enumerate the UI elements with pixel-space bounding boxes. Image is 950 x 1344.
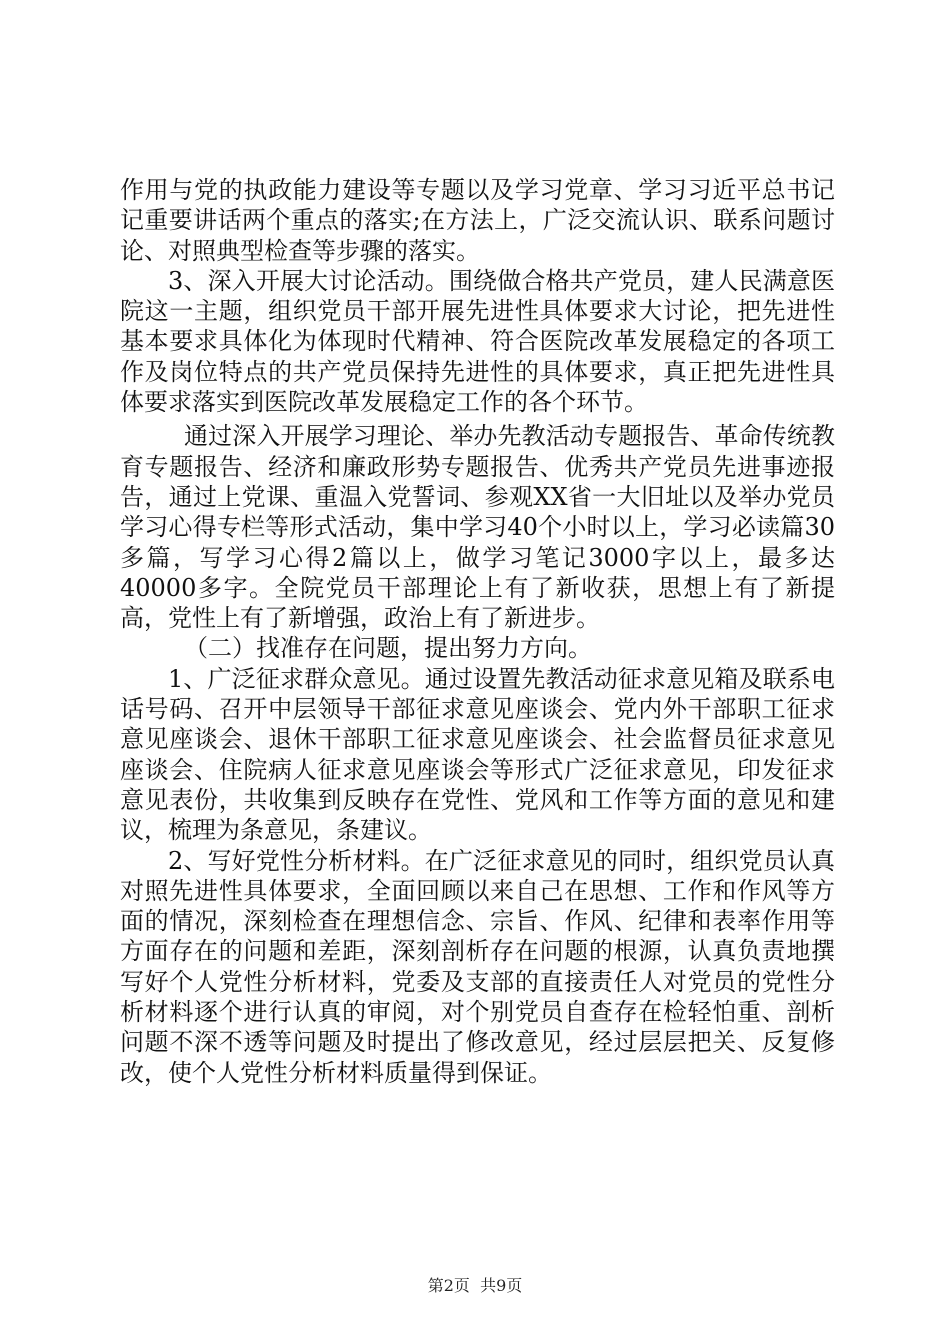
- section-heading-problems: （二）找准存在问题，提出努力方向。: [184, 634, 592, 663]
- document-body: [120, 175, 835, 1088]
- paragraph-discussion: 3、深入开展大讨论活动。围绕做合格共产党员，建人民满意医院这一主题，组织党员干部开展先进性具体要求大讨论，把先进性基本要求具体化为体现时代精神、符合医院改革发展稳定的各项工作及岗位特点的共产党员保持先进性的具体要求，真正把先进性具体要求落实到医院改革发展稳定工作的各个环节。: [120, 266, 835, 417]
- paragraph-study-results: 通过深入开展学习理论、举办先教活动专题报告、革命传统教育专题报告、经济和廉政形势专题报告、优秀共产党员先进事迹报告，通过上党课、重温入党誓词、参观XX省一大旧址以及举办党员学习心得专栏等形式活动，集中学习40个小时以上，学习必读篇30多篇，写学习心得2篇以上，做学习笔记3000字以上，最多达40000多字。全院党员干部理论上有了新收获，思想上有了新提高，党性上有了新增强，政治上有了新进步。: [120, 422, 835, 633]
- page-number-footer: 第2页 共9页: [427, 1276, 523, 1295]
- paragraph-opinions: 1、广泛征求群众意见。通过设置先教活动征求意见箱及联系电话号码、召开中层领导干部征求意见座谈会、党内外干部职工征求意见座谈会、退休干部职工征求意见座谈会、社会监督员征求意见座谈会、住院病人征求意见座谈会等形式广泛征求意见，印发征求意见表份，共收集到反映存在党性、党风和工作等方面的意见和建议，梳理为条意见，条建议。: [120, 664, 835, 845]
- paragraph-analysis: 2、写好党性分析材料。在广泛征求意见的同时，组织党员认真对照先进性具体要求，全面回顾以来自己在思想、工作和作风等方面的情况，深刻检查在理想信念、宗旨、作风、纪律和表率作用等方面存在的问题和差距，深刻剖析存在问题的根源，认真负责地撰写好个人党性分析材料，党委及支部的直接责任人对党员的党性分析材料逐个进行认真的审阅，对个别党员自查存在检轻怕重、剖析问题不深不透等问题及时提出了修改意见，经过层层把关、反复修改，使个人党性分析材料质量得到保证。: [120, 846, 835, 1087]
- paragraph-method: 作用与党的执政能力建设等专题以及学习党章、学习习近平总书记记重要讲话两个重点的落实;在方法上，广泛交流认识、联系问题讨论、对照典型检查等步骤的落实。: [120, 176, 835, 265]
